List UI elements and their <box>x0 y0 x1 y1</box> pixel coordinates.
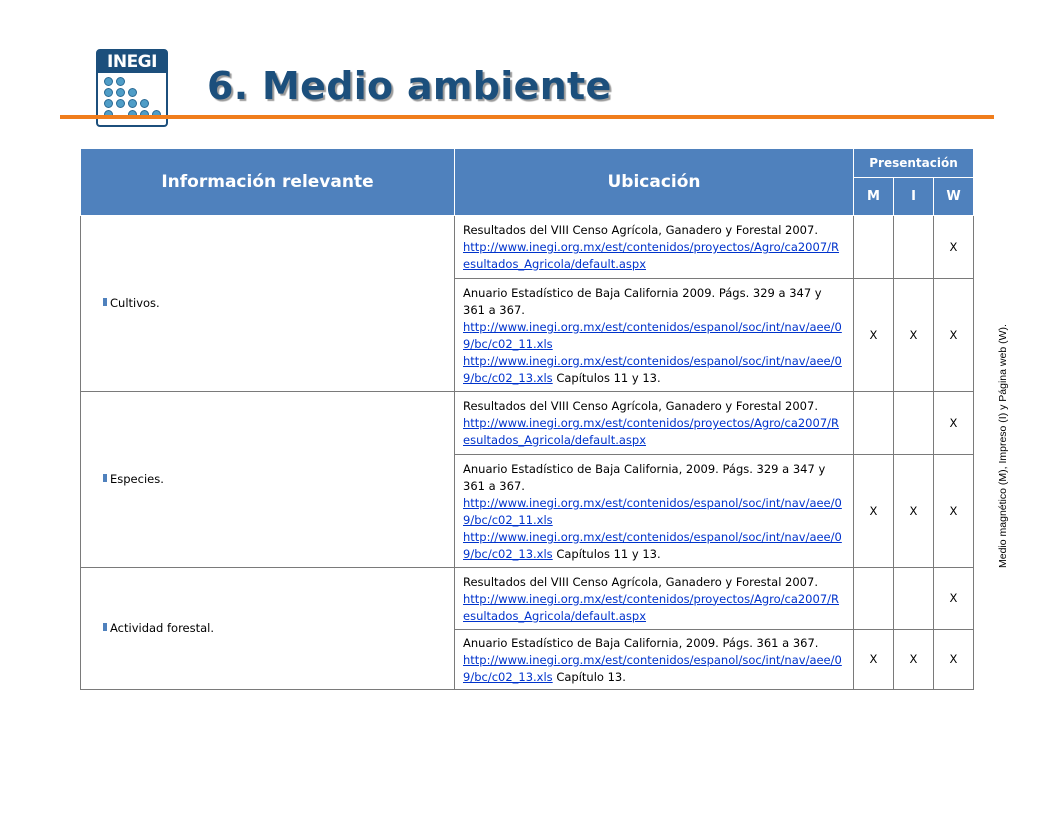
link-suffix: Capítulos 11 y 13. <box>552 370 661 385</box>
header-m: M <box>854 178 894 216</box>
header-ubicacion: Ubicación <box>455 149 854 216</box>
mark-m: X <box>854 630 894 690</box>
topic-cell <box>81 568 455 690</box>
link-suffix: Capítulo 13. <box>552 669 626 684</box>
mark-m <box>854 216 894 279</box>
source-link[interactable]: http://www.inegi.org.mx/est/contenidos/proyectos/Agro/ca2007/Resultados_Agricola/default.aspx <box>463 240 840 271</box>
info-table <box>80 148 974 690</box>
topic-cell <box>81 392 455 568</box>
source-link[interactable]: http://www.inegi.org.mx/est/contenidos/espanol/soc/int/nav/aee/09/bc/c02_13.xls <box>463 353 842 385</box>
mark-w: X <box>934 216 974 279</box>
bullet-icon <box>103 623 107 631</box>
title-rule <box>60 115 994 119</box>
link-suffix: Capítulos 11 y 13. <box>552 546 661 561</box>
source-text: Resultados del VIII Censo Agrícola, Ganadero y Forestal 2007. <box>463 574 818 589</box>
mark-i <box>894 568 934 630</box>
table-body <box>81 216 974 690</box>
header-presentacion: Presentación <box>854 149 974 178</box>
mark-m <box>854 392 894 455</box>
mark-w: X <box>934 279 974 392</box>
mark-w: X <box>934 630 974 690</box>
mark-w: X <box>934 568 974 630</box>
mark-i <box>894 392 934 455</box>
source-text: Resultados del VIII Censo Agrícola, Ganadero y Forestal 2007. <box>463 223 818 237</box>
location-cell <box>455 392 854 455</box>
source-link[interactable]: http://www.inegi.org.mx/est/contenidos/proyectos/Agro/ca2007/Resultados_Agricola/default.aspx <box>463 416 840 447</box>
mark-i: X <box>894 630 934 690</box>
mark-i: X <box>894 279 934 392</box>
table-row <box>81 392 974 455</box>
bullet-icon <box>103 298 107 306</box>
header-i: I <box>894 178 934 216</box>
topic-label: Cultivos. <box>110 296 160 310</box>
topic-label: Especies. <box>110 472 164 486</box>
location-cell <box>455 630 854 690</box>
logo-text: INEGI <box>98 51 166 73</box>
mark-i <box>894 216 934 279</box>
table-row <box>81 216 974 279</box>
mark-m: X <box>854 279 894 392</box>
source-link[interactable]: http://www.inegi.org.mx/est/contenidos/espanol/soc/int/nav/aee/09/bc/c02_13.xls <box>463 529 842 561</box>
table-row <box>81 568 974 630</box>
location-cell <box>455 279 854 392</box>
header-info: Información relevante <box>81 149 455 216</box>
page-title: 6. Medio ambiente <box>207 64 612 108</box>
mark-w: X <box>934 392 974 455</box>
source-text: Anuario Estadístico de Baja California, 2009. Págs. 361 a 367. <box>463 635 819 650</box>
header-w: W <box>934 178 974 216</box>
presentation-legend: Medio magnético (M), Impreso (I) y Página web (W). <box>997 324 1009 568</box>
location-cell <box>455 455 854 568</box>
mark-i: X <box>894 455 934 568</box>
source-text: Resultados del VIII Censo Agrícola, Ganadero y Forestal 2007. <box>463 399 818 413</box>
mark-m <box>854 568 894 630</box>
source-text: Anuario Estadístico de Baja California, 2009. Págs. 329 a 347 y 361 a 367. <box>463 461 826 493</box>
source-link[interactable]: http://www.inegi.org.mx/est/contenidos/espanol/soc/int/nav/aee/09/bc/c02_11.xls <box>463 319 842 351</box>
bullet-icon <box>103 474 107 482</box>
source-link[interactable]: http://www.inegi.org.mx/est/contenidos/espanol/soc/int/nav/aee/09/bc/c02_11.xls <box>463 495 842 527</box>
topic-label: Actividad forestal. <box>110 621 215 635</box>
source-link[interactable]: http://www.inegi.org.mx/est/contenidos/proyectos/Agro/ca2007/Resultados_Agricola/default.aspx <box>463 591 840 623</box>
source-link[interactable]: http://www.inegi.org.mx/est/contenidos/espanol/soc/int/nav/aee/09/bc/c02_13.xls <box>463 652 842 684</box>
mark-m: X <box>854 455 894 568</box>
topic-cell <box>81 216 455 392</box>
mark-w: X <box>934 455 974 568</box>
source-text: Anuario Estadístico de Baja California 2009. Págs. 329 a 347 y 361 a 367. <box>463 285 822 317</box>
location-cell <box>455 216 854 279</box>
location-cell <box>455 568 854 630</box>
